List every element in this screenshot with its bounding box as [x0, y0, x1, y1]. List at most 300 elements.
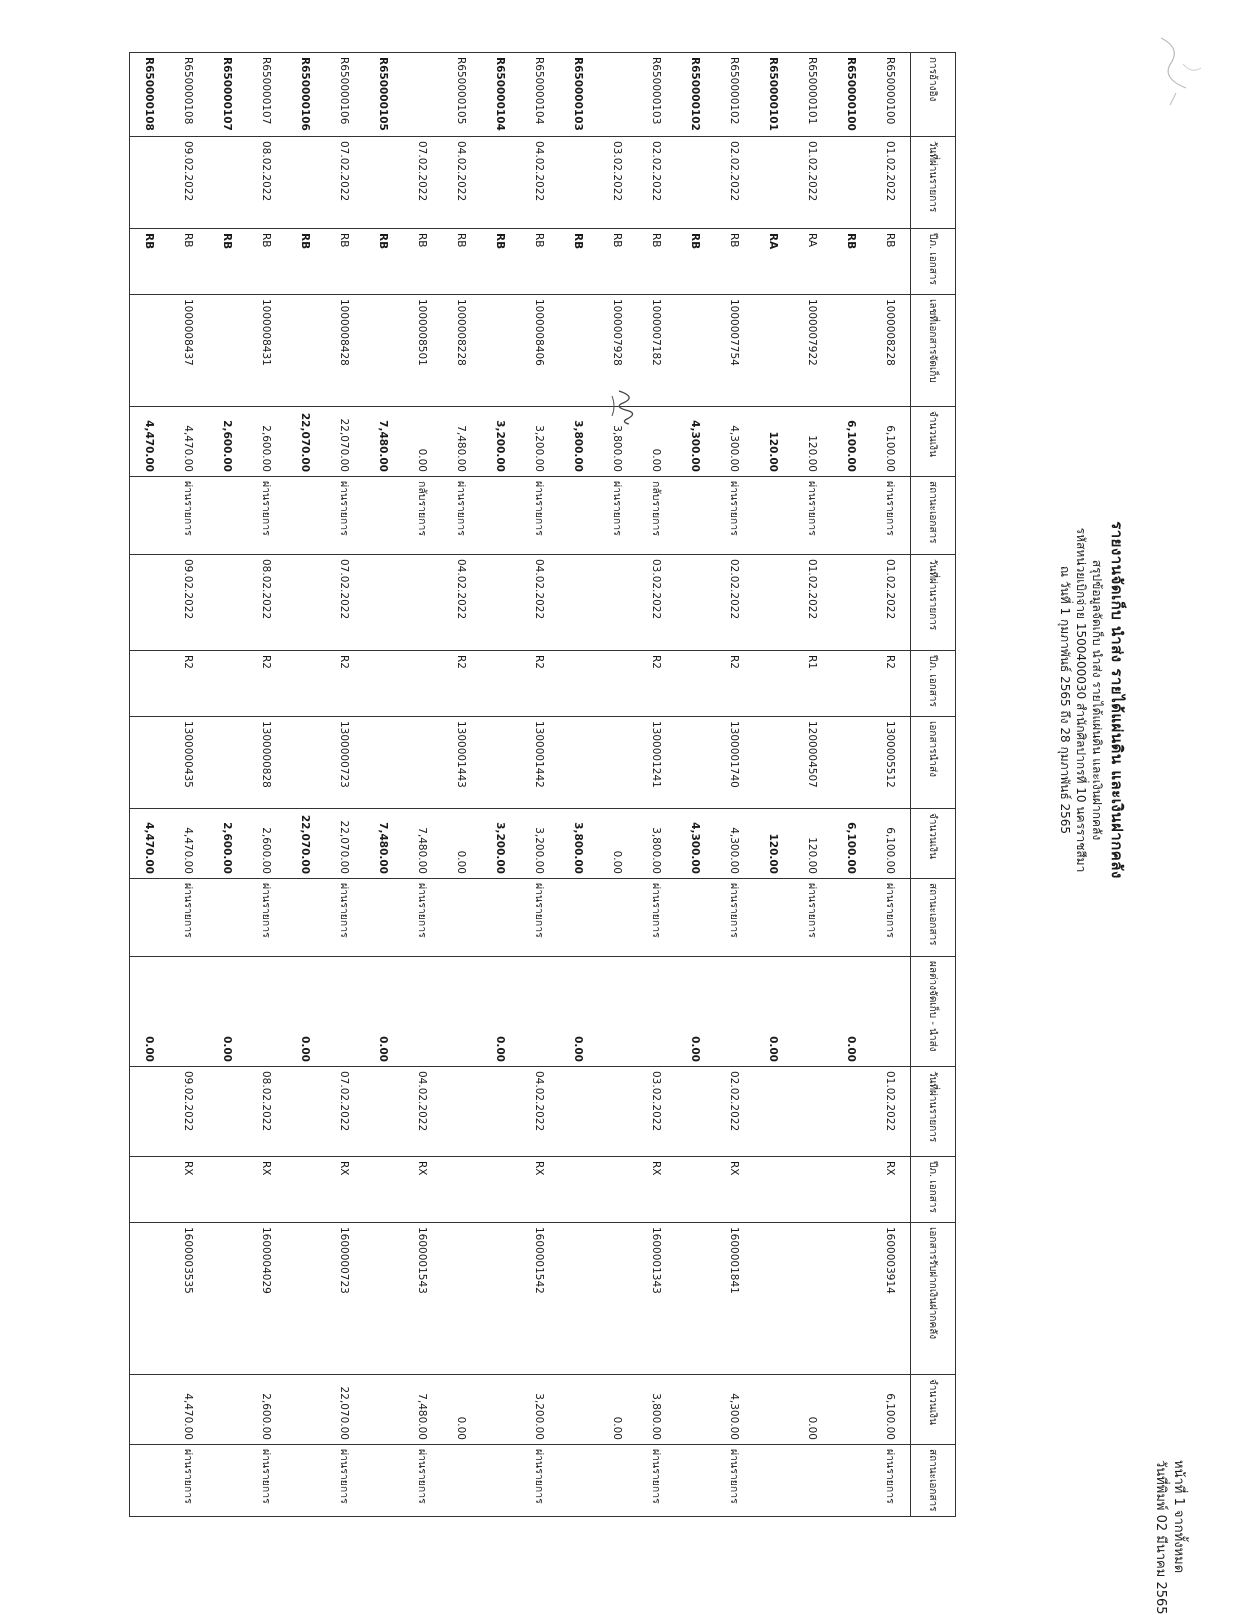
- cell-amt2: 0.00: [598, 809, 637, 879]
- cell-d1: [208, 137, 247, 229]
- cell-st1: ผ่านรายการ: [442, 477, 481, 555]
- column-header: เอกสารรับฝากเงินฝากคลัง: [911, 1223, 956, 1375]
- cell-st1: [286, 477, 325, 555]
- cell-doc3: 1600000723: [325, 1223, 364, 1375]
- cell-diff: 0.00: [754, 957, 793, 1067]
- cell-amt1: 3,800.00: [598, 407, 637, 477]
- cell-doc3: [676, 1223, 715, 1375]
- cell-amt3: 0.00: [442, 1375, 481, 1445]
- cell-doc2: [559, 717, 598, 809]
- cell-amt1: 3,200.00: [520, 407, 559, 477]
- cell-doc2: 1300001442: [520, 717, 559, 809]
- cell-d1: [754, 137, 793, 229]
- cell-d1: 01.02.2022: [793, 137, 832, 229]
- cell-doc3: [481, 1223, 520, 1375]
- cell-d2: 02.02.2022: [715, 555, 754, 651]
- cell-amt2: 22,070.00: [286, 809, 325, 879]
- table-row: [793, 53, 832, 1517]
- cell-doc2: [754, 717, 793, 809]
- table-row: [676, 53, 715, 1517]
- cell-st3: [481, 1445, 520, 1517]
- cell-t2: R2: [442, 651, 481, 717]
- cell-t2: R2: [325, 651, 364, 717]
- column-header: ปีภ. เอกสาร: [911, 229, 956, 295]
- cell-doc2: 1300001443: [442, 717, 481, 809]
- cell-doc1: 1000007182: [637, 295, 676, 407]
- cell-st2: [130, 879, 170, 957]
- column-header: การอ้างอิง: [911, 53, 956, 137]
- column-header: เอกสารนำส่ง: [911, 717, 956, 809]
- cell-st1: [559, 477, 598, 555]
- cell-st2: ผ่านรายการ: [325, 879, 364, 957]
- cell-st2: [442, 879, 481, 957]
- table-row: [832, 53, 871, 1517]
- cell-t1: RB: [832, 229, 871, 295]
- cell-diff: [442, 957, 481, 1067]
- cell-st2: ผ่านรายการ: [520, 879, 559, 957]
- cell-diff: 0.00: [481, 957, 520, 1067]
- cell-d1: 08.02.2022: [247, 137, 286, 229]
- cell-diff: [793, 957, 832, 1067]
- report-title: รายงานจัดเก็บ นำส่ง รายได้แผ่นดิน และเงินฝากคลัง: [1108, 521, 1126, 879]
- cell-doc3: [364, 1223, 403, 1375]
- cell-d1: 09.02.2022: [169, 137, 208, 229]
- cell-st1: ผ่านรายการ: [871, 477, 911, 555]
- cell-doc2: [676, 717, 715, 809]
- cell-ref: R650000104: [481, 53, 520, 137]
- cell-ref: R650000105: [364, 53, 403, 137]
- cell-d1: 04.02.2022: [442, 137, 481, 229]
- column-header: จำนวนเงิน: [911, 809, 956, 879]
- cell-diff: [598, 957, 637, 1067]
- cell-d1: 03.02.2022: [598, 137, 637, 229]
- cell-diff: 0.00: [676, 957, 715, 1067]
- cell-t3: RX: [325, 1157, 364, 1223]
- cell-amt3: 2,600.00: [247, 1375, 286, 1445]
- cell-t2: [403, 651, 442, 717]
- cell-amt1: 3,800.00: [559, 407, 598, 477]
- cell-doc2: 1300000435: [169, 717, 208, 809]
- cell-st2: ผ่านรายการ: [247, 879, 286, 957]
- cell-amt1: 0.00: [403, 407, 442, 477]
- cell-ref: R650000107: [247, 53, 286, 137]
- cell-amt1: 7,480.00: [364, 407, 403, 477]
- cell-diff: [403, 957, 442, 1067]
- cell-t2: [208, 651, 247, 717]
- cell-t3: RX: [169, 1157, 208, 1223]
- page-number: 1: [1171, 1497, 1186, 1506]
- cell-st3: ผ่านรายการ: [871, 1445, 911, 1517]
- cell-st3: [286, 1445, 325, 1517]
- cell-st1: ผ่านรายการ: [520, 477, 559, 555]
- cell-st3: [598, 1445, 637, 1517]
- cell-doc3: 1600003535: [169, 1223, 208, 1375]
- cell-doc1: 1000008428: [325, 295, 364, 407]
- cell-d3: 04.02.2022: [520, 1067, 559, 1157]
- cell-doc1: [676, 295, 715, 407]
- cell-doc1: 1000008228: [442, 295, 481, 407]
- cell-d2: [403, 555, 442, 651]
- cell-d3: 07.02.2022: [325, 1067, 364, 1157]
- cell-amt1: 22,070.00: [286, 407, 325, 477]
- table-row: [559, 53, 598, 1517]
- cell-ref: R650000105: [442, 53, 481, 137]
- cell-d3: [559, 1067, 598, 1157]
- cell-t3: RX: [637, 1157, 676, 1223]
- column-header: สถานะเอกสาร: [911, 477, 956, 555]
- report-titles: [1057, 0, 1129, 1400]
- cell-amt2: 4,470.00: [130, 809, 170, 879]
- print-date: 02 มีนาคม 2565: [1153, 1514, 1168, 1615]
- cell-amt2: 120.00: [754, 809, 793, 879]
- cell-amt1: 6,100.00: [832, 407, 871, 477]
- handwritten-initials-mark: [604, 386, 644, 426]
- cell-amt2: 2,600.00: [208, 809, 247, 879]
- cell-t3: [481, 1157, 520, 1223]
- cell-doc3: [442, 1223, 481, 1375]
- cell-st3: [793, 1445, 832, 1517]
- cell-t1: RB: [442, 229, 481, 295]
- cell-doc2: 1300001241: [637, 717, 676, 809]
- cell-doc1: [559, 295, 598, 407]
- cell-st2: [832, 879, 871, 957]
- cell-st3: ผ่านรายการ: [247, 1445, 286, 1517]
- cell-doc2: 1200004507: [793, 717, 832, 809]
- cell-t3: [598, 1157, 637, 1223]
- cell-amt3: 0.00: [793, 1375, 832, 1445]
- cell-amt3: 22,070.00: [325, 1375, 364, 1445]
- cell-st3: [754, 1445, 793, 1517]
- cell-d1: [676, 137, 715, 229]
- cell-ref: R650000106: [325, 53, 364, 137]
- cell-amt3: 4,300.00: [715, 1375, 754, 1445]
- table-row: [169, 53, 208, 1517]
- cell-amt1: 22,070.00: [325, 407, 364, 477]
- cell-amt1: 120.00: [793, 407, 832, 477]
- cell-st3: [130, 1445, 170, 1517]
- cell-amt1: 7,480.00: [442, 407, 481, 477]
- cell-amt3: [286, 1375, 325, 1445]
- cell-doc3: 1600004029: [247, 1223, 286, 1375]
- cell-d3: [442, 1067, 481, 1157]
- cell-d3: [481, 1067, 520, 1157]
- cell-t1: RB: [286, 229, 325, 295]
- cell-doc1: [754, 295, 793, 407]
- cell-t1: RA: [793, 229, 832, 295]
- cell-amt2: 7,480.00: [403, 809, 442, 879]
- cell-doc3: [208, 1223, 247, 1375]
- cell-d1: 01.02.2022: [871, 137, 911, 229]
- cell-amt3: [208, 1375, 247, 1445]
- cell-diff: 0.00: [364, 957, 403, 1067]
- cell-d1: 02.02.2022: [637, 137, 676, 229]
- cell-t1: RB: [247, 229, 286, 295]
- cell-st2: [208, 879, 247, 957]
- cell-st3: [364, 1445, 403, 1517]
- cell-st1: ผ่านรายการ: [169, 477, 208, 555]
- cell-amt2: 22,070.00: [325, 809, 364, 879]
- cell-st2: ผ่านรายการ: [715, 879, 754, 957]
- cell-amt2: 4,300.00: [676, 809, 715, 879]
- cell-t3: [442, 1157, 481, 1223]
- table-row: [598, 53, 637, 1517]
- cell-doc3: [598, 1223, 637, 1375]
- cell-t1: RB: [637, 229, 676, 295]
- cell-doc3: [793, 1223, 832, 1375]
- cell-doc2: [598, 717, 637, 809]
- cell-d3: 02.02.2022: [715, 1067, 754, 1157]
- cell-doc3: [130, 1223, 170, 1375]
- table-row: [715, 53, 754, 1517]
- cell-doc1: [208, 295, 247, 407]
- cell-t2: [559, 651, 598, 717]
- cell-t1: RB: [403, 229, 442, 295]
- cell-amt3: [832, 1375, 871, 1445]
- cell-d2: 04.02.2022: [442, 555, 481, 651]
- cell-ref: R650000100: [871, 53, 911, 137]
- cell-doc2: [364, 717, 403, 809]
- cell-st3: [559, 1445, 598, 1517]
- cell-st3: ผ่านรายการ: [637, 1445, 676, 1517]
- cell-ref: R650000102: [715, 53, 754, 137]
- column-header: วันที่ผ่านรายการ: [911, 137, 956, 229]
- page-total-label: จากทั้งหมด: [1171, 1509, 1186, 1574]
- cell-doc2: 1300000828: [247, 717, 286, 809]
- cell-doc3: [559, 1223, 598, 1375]
- cell-st1: กลับรายการ: [403, 477, 442, 555]
- cell-doc2: 1300005512: [871, 717, 911, 809]
- cell-diff: [520, 957, 559, 1067]
- report-subtitle: สรุปข้อมูลจัดเก็บ นำส่ง รายได้แผ่นดิน และเงินฝากคลัง: [1090, 559, 1104, 841]
- report-period: ณ วันที่ 1 กุมภาพันธ์ 2565 ถึง 28 กุมภาพันธ์ 2565: [1058, 565, 1072, 835]
- cell-d3: [676, 1067, 715, 1157]
- cell-st2: [286, 879, 325, 957]
- cell-amt1: 2,600.00: [247, 407, 286, 477]
- cell-t3: [208, 1157, 247, 1223]
- cell-d1: 04.02.2022: [520, 137, 559, 229]
- cell-st2: [364, 879, 403, 957]
- cell-doc2: [208, 717, 247, 809]
- cell-st1: [754, 477, 793, 555]
- cell-doc1: 1000008228: [871, 295, 911, 407]
- cell-st2: [481, 879, 520, 957]
- cell-d2: [598, 555, 637, 651]
- cell-t1: RB: [598, 229, 637, 295]
- cell-amt2: 6,100.00: [832, 809, 871, 879]
- cell-doc2: [403, 717, 442, 809]
- cell-ref: [403, 53, 442, 137]
- cell-d1: 07.02.2022: [403, 137, 442, 229]
- cell-d2: 04.02.2022: [520, 555, 559, 651]
- cell-t2: [754, 651, 793, 717]
- cell-doc1: 1000007754: [715, 295, 754, 407]
- cell-amt3: [130, 1375, 170, 1445]
- cell-st1: ผ่านรายการ: [793, 477, 832, 555]
- cell-d2: 01.02.2022: [793, 555, 832, 651]
- cell-doc1: [832, 295, 871, 407]
- cell-d1: [130, 137, 170, 229]
- cell-amt3: 3,200.00: [520, 1375, 559, 1445]
- column-header: ผลต่างจัดเก็บ - นำส่ง: [911, 957, 956, 1067]
- cell-diff: [325, 957, 364, 1067]
- cell-t1: RB: [520, 229, 559, 295]
- cell-amt3: [754, 1375, 793, 1445]
- cell-doc3: 1600001543: [403, 1223, 442, 1375]
- cell-t1: RB: [364, 229, 403, 295]
- print-date-label: วันที่พิมพ์: [1153, 1460, 1168, 1511]
- table-header-row: [911, 53, 956, 1517]
- cell-t3: [832, 1157, 871, 1223]
- cell-doc3: 1600003914: [871, 1223, 911, 1375]
- cell-d2: [286, 555, 325, 651]
- cell-diff: 0.00: [832, 957, 871, 1067]
- table-row: [754, 53, 793, 1517]
- cell-amt3: 4,470.00: [169, 1375, 208, 1445]
- cell-d2: [130, 555, 170, 651]
- cell-ref: R650000100: [832, 53, 871, 137]
- cell-doc1: 1000008406: [520, 295, 559, 407]
- cell-amt2: 4,470.00: [169, 809, 208, 879]
- cell-d2: [559, 555, 598, 651]
- table-row: [520, 53, 559, 1517]
- table-row: [208, 53, 247, 1517]
- column-header: สถานะเอกสาร: [911, 1445, 956, 1517]
- cell-ref: R650000107: [208, 53, 247, 137]
- report-header: [999, 0, 1239, 1614]
- cell-st3: [442, 1445, 481, 1517]
- column-header: ปีภ. เอกสาร: [911, 1157, 956, 1223]
- cell-st1: [364, 477, 403, 555]
- cell-diff: [715, 957, 754, 1067]
- cell-d3: 03.02.2022: [637, 1067, 676, 1157]
- cell-st1: [832, 477, 871, 555]
- table-row: [130, 53, 170, 1517]
- cell-amt3: 7,480.00: [403, 1375, 442, 1445]
- cell-d3: [286, 1067, 325, 1157]
- cell-diff: [871, 957, 911, 1067]
- cell-t3: RX: [247, 1157, 286, 1223]
- cell-d1: [559, 137, 598, 229]
- cell-d1: [832, 137, 871, 229]
- cell-doc3: 1600001542: [520, 1223, 559, 1375]
- cell-d3: [832, 1067, 871, 1157]
- cell-st2: [559, 879, 598, 957]
- cell-d1: 07.02.2022: [325, 137, 364, 229]
- cell-t1: RB: [325, 229, 364, 295]
- cell-t2: [598, 651, 637, 717]
- cell-st2: ผ่านรายการ: [793, 879, 832, 957]
- cell-t1: RB: [130, 229, 170, 295]
- page-label: หน้าที่: [1171, 1460, 1186, 1494]
- cell-doc2: 1300000723: [325, 717, 364, 809]
- cell-t1: RB: [871, 229, 911, 295]
- cell-st3: [676, 1445, 715, 1517]
- table-row: [637, 53, 676, 1517]
- cell-ref: [598, 53, 637, 137]
- cell-d3: [754, 1067, 793, 1157]
- cell-amt2: 3,800.00: [559, 809, 598, 879]
- cell-ref: R650000108: [169, 53, 208, 137]
- cell-d2: 01.02.2022: [871, 555, 911, 651]
- cell-st1: ผ่านรายการ: [598, 477, 637, 555]
- cell-t2: R2: [637, 651, 676, 717]
- cell-d3: [364, 1067, 403, 1157]
- cell-amt3: 0.00: [598, 1375, 637, 1445]
- report-unit: รหัสหน่วยเบิกจ่าย 1500400030 สำนักศิลปากรที่ 10 นครราชสีมา: [1074, 527, 1088, 873]
- cell-diff: [247, 957, 286, 1067]
- cell-d3: 09.02.2022: [169, 1067, 208, 1157]
- cell-d3: 08.02.2022: [247, 1067, 286, 1157]
- cell-t1: RB: [208, 229, 247, 295]
- cell-d2: [676, 555, 715, 651]
- cell-amt2: 3,200.00: [520, 809, 559, 879]
- cell-t1: RB: [715, 229, 754, 295]
- cell-st3: [832, 1445, 871, 1517]
- cell-amt1: 120.00: [754, 407, 793, 477]
- cell-doc1: 1000007928: [598, 295, 637, 407]
- column-header: วันที่ผ่านรายการ: [911, 1067, 956, 1157]
- cell-amt2: 7,480.00: [364, 809, 403, 879]
- cell-t2: [481, 651, 520, 717]
- cell-d2: [364, 555, 403, 651]
- cell-doc3: [754, 1223, 793, 1375]
- cell-d1: [286, 137, 325, 229]
- cell-amt2: 2,600.00: [247, 809, 286, 879]
- cell-st2: ผ่านรายการ: [403, 879, 442, 957]
- column-header: ปีภ. เอกสาร: [911, 651, 956, 717]
- cell-d3: [130, 1067, 170, 1157]
- cell-doc2: [130, 717, 170, 809]
- cell-d1: [364, 137, 403, 229]
- column-header: วันที่ผ่านรายการ: [911, 555, 956, 651]
- cell-st1: ผ่านรายการ: [715, 477, 754, 555]
- column-header: จำนวนเงิน: [911, 1375, 956, 1445]
- cell-doc1: 1000008437: [169, 295, 208, 407]
- cell-st1: [130, 477, 170, 555]
- cell-diff: [637, 957, 676, 1067]
- cell-amt1: 2,600.00: [208, 407, 247, 477]
- ledger-table: [129, 52, 956, 1517]
- cell-ref: R650000101: [793, 53, 832, 137]
- cell-d2: 09.02.2022: [169, 555, 208, 651]
- cell-ref: R650000104: [520, 53, 559, 137]
- cell-d1: [481, 137, 520, 229]
- cell-t3: [364, 1157, 403, 1223]
- cell-ref: R650000106: [286, 53, 325, 137]
- table-row: [481, 53, 520, 1517]
- cell-ref: R650000101: [754, 53, 793, 137]
- cell-st2: [676, 879, 715, 957]
- cell-amt1: 4,300.00: [715, 407, 754, 477]
- cell-amt3: [676, 1375, 715, 1445]
- cell-d3: [793, 1067, 832, 1157]
- table-row: [286, 53, 325, 1517]
- cell-doc1: [130, 295, 170, 407]
- column-header: จำนวนเงิน: [911, 407, 956, 477]
- cell-doc1: [286, 295, 325, 407]
- cell-amt1: 4,300.00: [676, 407, 715, 477]
- cell-amt2: 4,300.00: [715, 809, 754, 879]
- cell-diff: 0.00: [130, 957, 170, 1067]
- cell-t2: R2: [247, 651, 286, 717]
- cell-doc1: 1000008431: [247, 295, 286, 407]
- cell-t1: RB: [481, 229, 520, 295]
- table-row: [403, 53, 442, 1517]
- cell-doc2: [832, 717, 871, 809]
- page-info: [1151, 1460, 1187, 1615]
- cell-t2: R2: [715, 651, 754, 717]
- cell-t2: [676, 651, 715, 717]
